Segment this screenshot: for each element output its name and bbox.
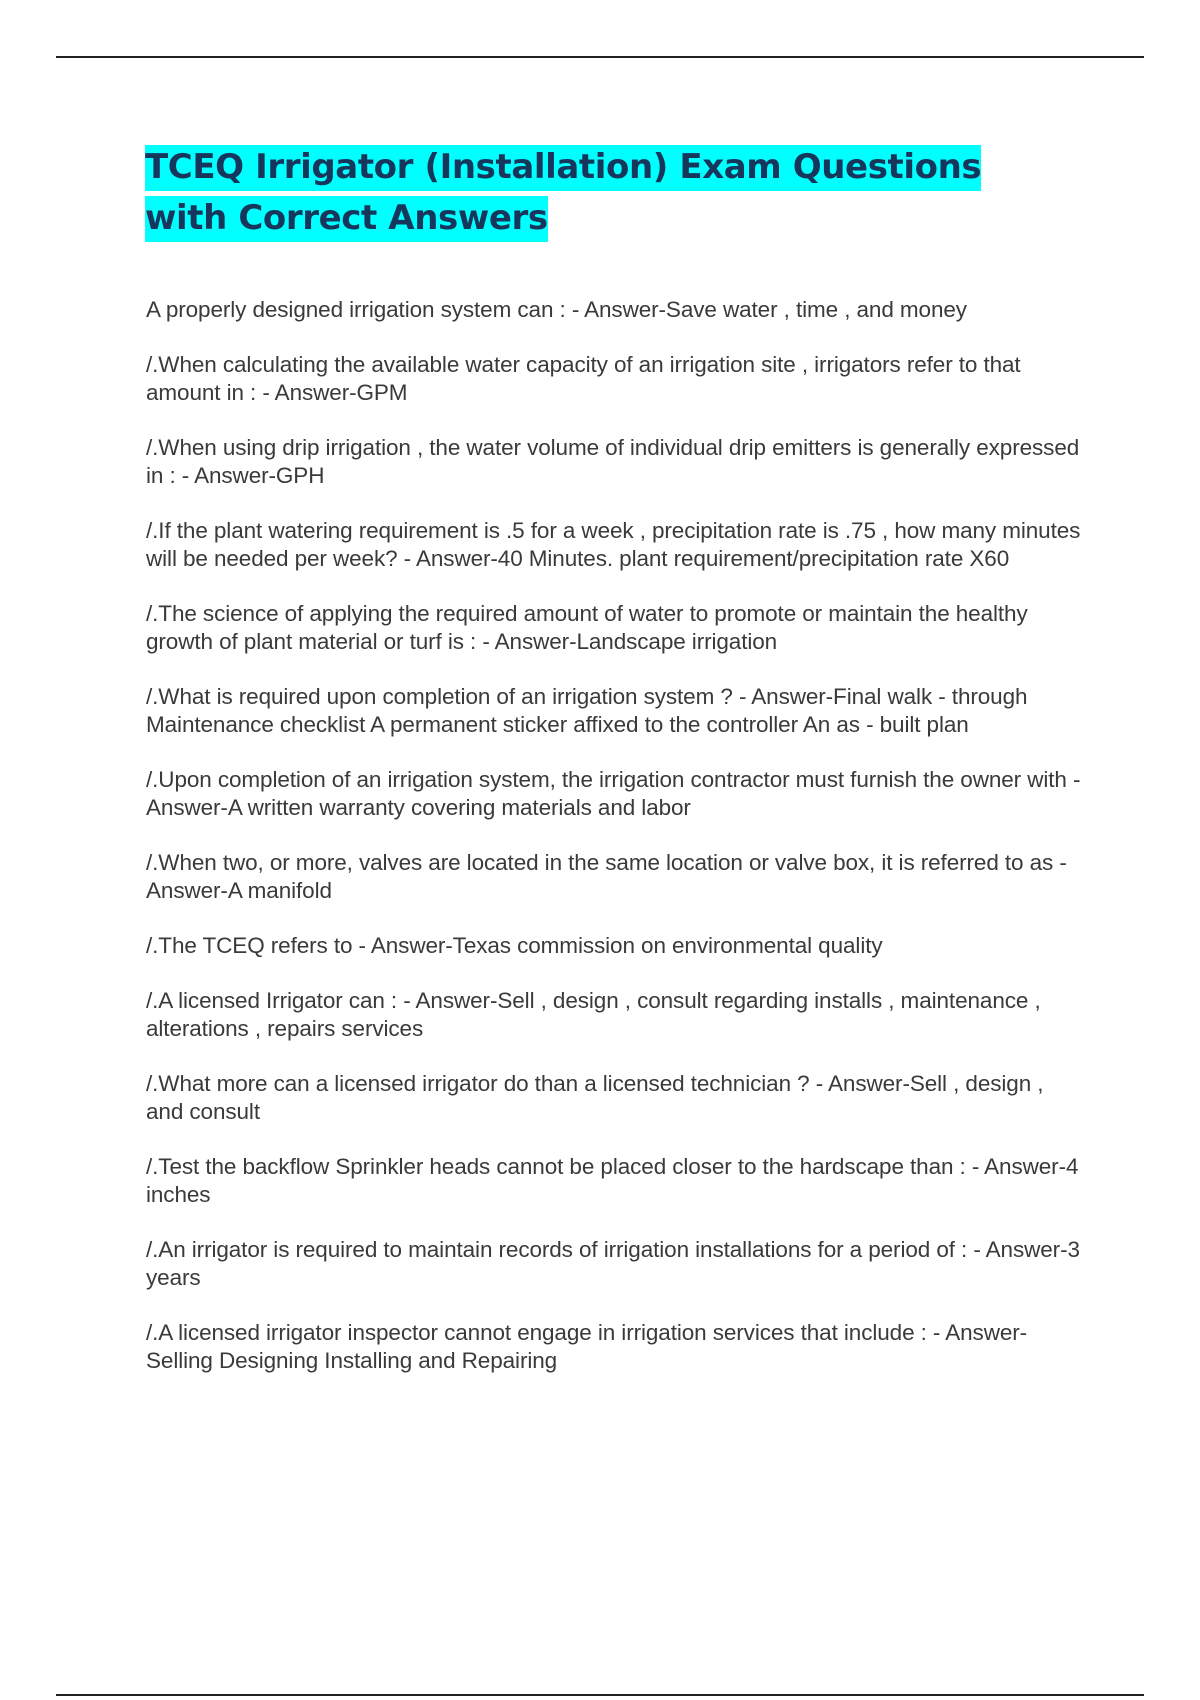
qa-item: /.A licensed irrigator inspector cannot engage in irrigation services that include : - Answer-Selling Designing Installing and Repairing — [146, 1320, 1028, 1373]
qa-item: /.What is required upon completion of an irrigation system ? - Answer-Final walk - through Maintenance checklist A permanent sticker affixed to the controller An as - built plan — [146, 684, 1028, 737]
qa-item: /.When two, or more, valves are located in the same location or valve box, it is referred to as - Answer-A manifold — [146, 850, 1067, 903]
qa-item: /.An irrigator is required to maintain records of irrigation installations for a period of : - Answer-3 years — [146, 1237, 1080, 1290]
qa-item: /.Test the backflow Sprinkler heads cannot be placed closer to the hardscape than : - Answer-4 inches — [146, 1154, 1079, 1207]
page-top-rule — [56, 56, 1144, 58]
page-bottom-rule — [56, 1694, 1144, 1696]
page-title-text: TCEQ Irrigator (Installation) Exam Questions with Correct Answers — [145, 145, 981, 242]
qa-item: /.When using drip irrigation , the water volume of individual drip emitters is generally expressed in : - Answer-GPH — [146, 435, 1080, 488]
qa-item: /.If the plant watering requirement is .5 for a week , precipitation rate is .75 , how many minutes will be needed per week? - Answer-40 Minutes. plant requirement/precipitation rate X60 — [146, 518, 1081, 571]
qa-item: /.Upon completion of an irrigation system, the irrigation contractor must furnish the owner with - Answer-A written warranty covering materials and labor — [146, 767, 1081, 820]
qa-item: A properly designed irrigation system can : - Answer-Save water , time , and money — [146, 297, 967, 322]
qa-item: /.A licensed Irrigator can : - Answer-Sell , design , consult regarding installs , maintenance , alterations , repairs services — [146, 988, 1041, 1041]
qa-item: /.What more can a licensed irrigator do than a licensed technician ? - Answer-Sell , design , and consult — [146, 1071, 1044, 1124]
qa-item: /.The science of applying the required amount of water to promote or maintain the healthy growth of plant material or turf is : - Answer-Landscape irrigation — [146, 601, 1028, 654]
qa-item: /.When calculating the available water capacity of an irrigation site , irrigators refer to that amount in : - Answer-GPM — [146, 352, 1021, 405]
qa-item: /.The TCEQ refers to - Answer-Texas commission on environmental quality — [146, 933, 883, 958]
page-title — [145, 142, 1045, 244]
qa-list — [146, 296, 1086, 1402]
